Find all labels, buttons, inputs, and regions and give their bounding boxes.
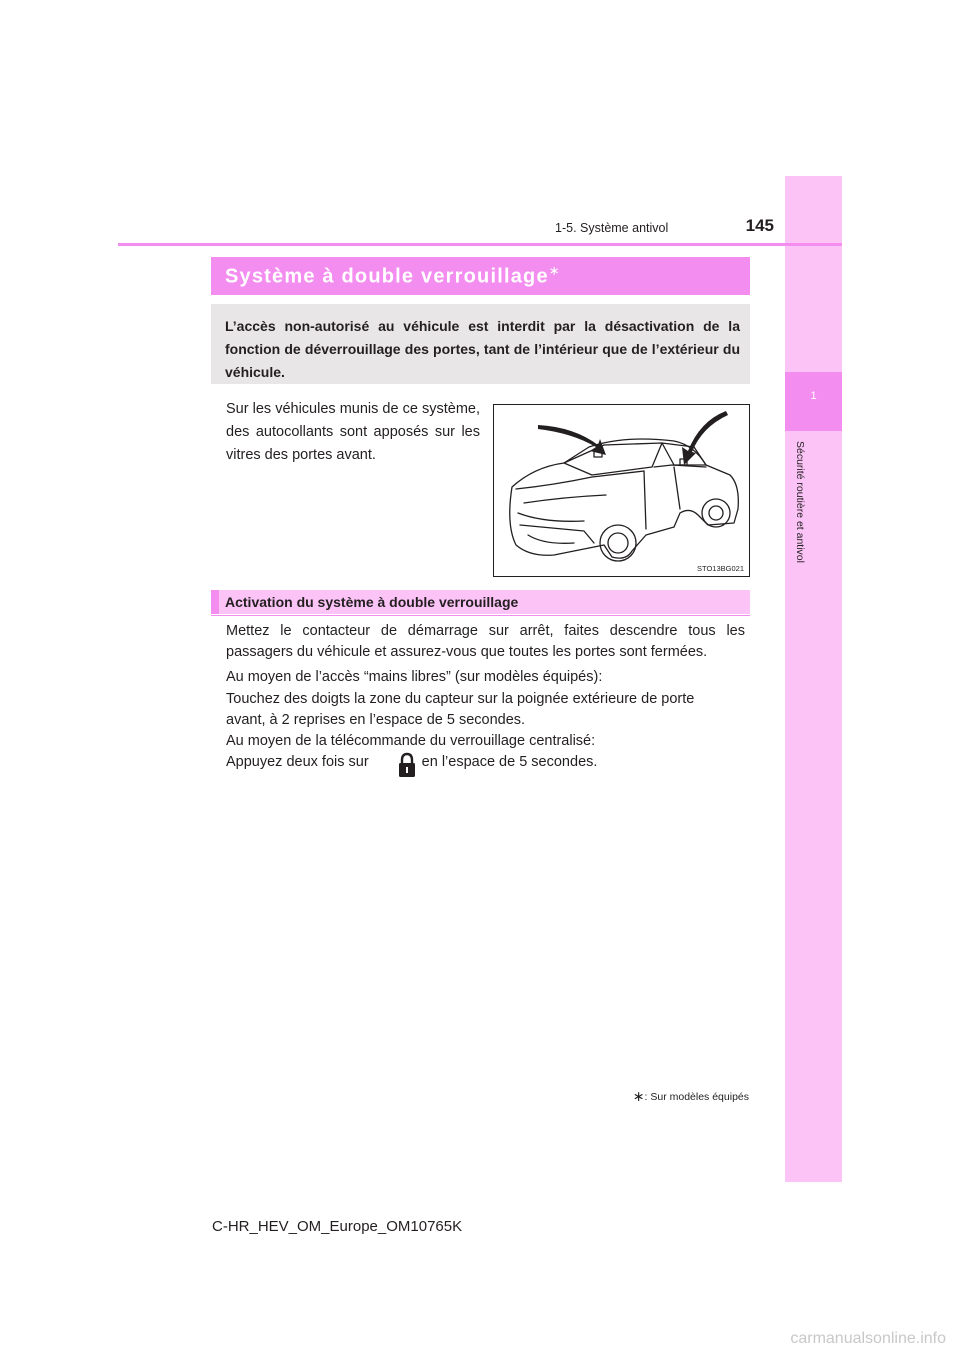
footnote xyxy=(633,1088,749,1105)
chapter-label: Sécurité routière et antivol xyxy=(794,441,806,563)
car-figure xyxy=(493,404,750,577)
title-marker: ∗ xyxy=(548,263,561,278)
watermark: carmanualsonline.info xyxy=(790,1330,946,1347)
vehicles-paragraph: Sur les véhicules munis de ce système, des autocollants sont apposés sur les vitres des portes avant. xyxy=(226,401,480,463)
section-reference: 1-5. Système antivol xyxy=(555,221,669,235)
figure-code: STO13BG021 xyxy=(697,564,744,573)
subsection-title-bar xyxy=(211,590,750,614)
side-tab xyxy=(785,176,842,1182)
intro-box: L’accès non-autorisé au véhicule est interdit par la désactivation de la fonction de déverrouillage des portes, tant de l’intérieur que de l’extérieur du véhicule. xyxy=(211,304,750,384)
chapter-number: 1 xyxy=(810,390,817,402)
page-number: 145 xyxy=(745,216,774,235)
footnote-text: : Sur modèles équipés xyxy=(644,1091,749,1103)
section-title-bar xyxy=(211,257,750,295)
touch-instruction-line-1: Touchez des doigts la zone du capteur sur la poignée extérieure de porte xyxy=(226,691,695,707)
section-title-text: Système à double verrouillage xyxy=(225,265,549,288)
smart-access-line: Au moyen de l’accès “mains libres” (sur modèles équipés): xyxy=(226,669,603,685)
car-with-stickers-illustration xyxy=(494,405,749,576)
press-instruction xyxy=(226,752,745,773)
lock-icon xyxy=(394,751,420,779)
activation-paragraph: Mettez le contacteur de démarrage sur arrêt, faites descendre tous les passagers du véhicule et assurez-vous que toutes les portes sont fermées. xyxy=(226,623,745,660)
section-title xyxy=(225,263,561,289)
header-rule xyxy=(118,243,842,246)
press-instruction-before: Appuyez deux fois sur xyxy=(226,754,369,770)
subsection-accent xyxy=(211,590,219,614)
press-instruction-after: en l’espace de 5 secondes. xyxy=(421,754,598,770)
subsection-title: Activation du système à double verrouillage xyxy=(225,594,519,610)
touch-instruction-line-2: avant, à 2 reprises en l’espace de 5 secondes. xyxy=(226,712,526,728)
subsection-underline xyxy=(211,615,750,616)
remote-control-line: Au moyen de la télécommande du verrouillage centralisé: xyxy=(226,733,596,749)
document-id: C-HR_HEV_OM_Europe_OM10765K xyxy=(212,1218,463,1235)
footnote-marker: ∗ xyxy=(632,1088,645,1104)
